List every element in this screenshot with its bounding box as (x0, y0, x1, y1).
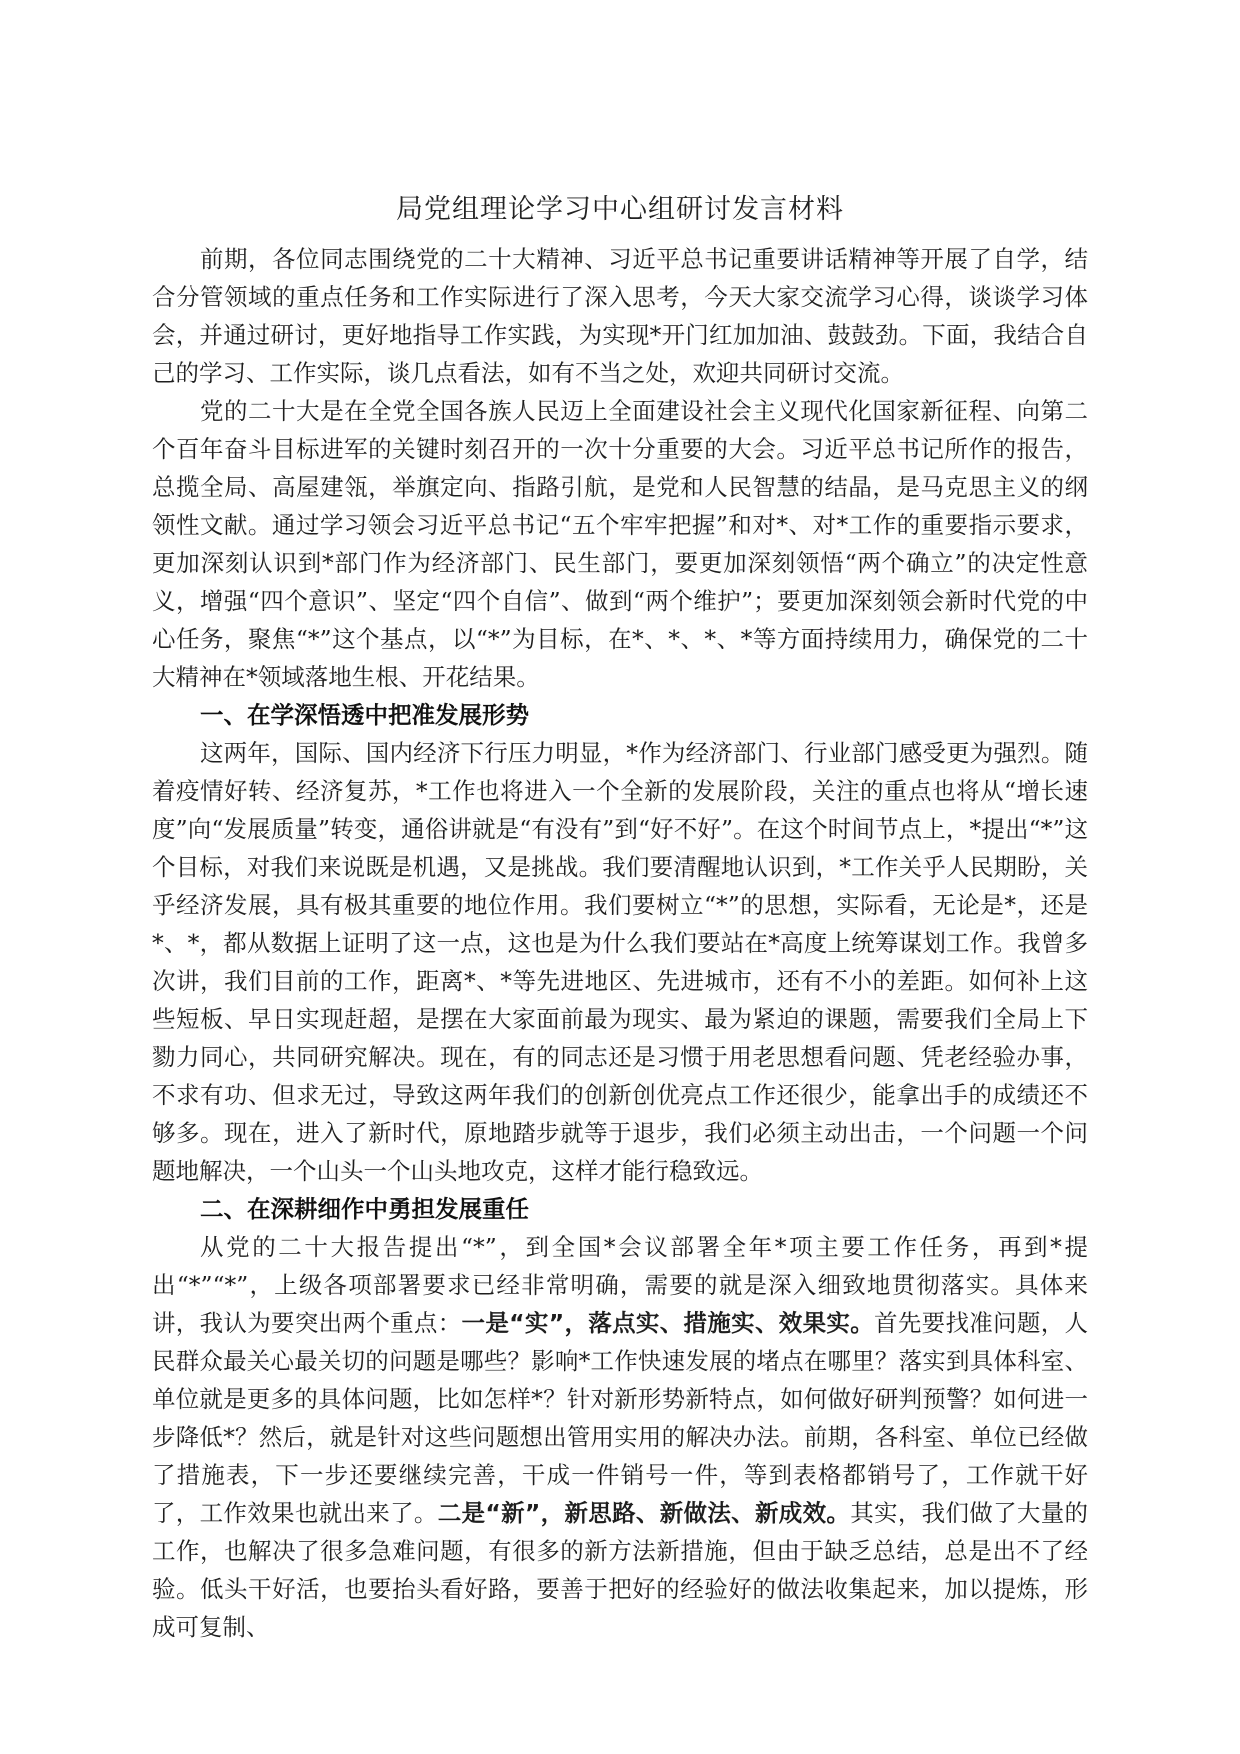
paragraph-section-2 (152, 1228, 1088, 1646)
paragraph-intro: 前期，各位同志围绕党的二十大精神、习近平总书记重要讲话精神等开展了自学，结合分管领域的重点任务和工作实际进行了深入思考，今天大家交流学习心得，谈谈学习体会，并通过研讨，更好地指导工作实践，为实现*开门红加加油、鼓鼓劲。下面，我结合自己的学习、工作实际，谈几点看法，如有不当之处，欢迎共同研讨交流。 (152, 245, 1088, 387)
section-heading-2: 二、在深耕细作中勇担发展重任 (200, 1195, 529, 1223)
document-title: 局党组理论学习中心组研讨发言材料 (396, 194, 844, 225)
section-heading-1: 一、在学深悟透中把准发展形势 (200, 701, 529, 729)
paragraph-section-2-body: 首先要找准问题，人民群众最关心最关切的问题是哪些？影响*工作快速发展的堵点在哪里？落实到具体科室、单位就是更多的具体问题，比如怎样*？针对新形势新特点，如何做好研判预警？如何进一步降低*？然后，就是针对这些问题想出管用实用的解决办法。前期，各科室、单位已经做了措施表，下一步还要继续完善，干成一件销号一件，等到表格都销号了，工作就干好了，工作效果也就出来了。 (152, 1309, 1089, 1527)
paragraph-section-1: 这两年，国际、国内经济下行压力明显，*作为经济部门、行业部门感受更为强烈。随着疫情好转、经济复苏，*工作也将进入一个全新的发展阶段，关注的重点也将从“增长速度”向“发展质量”转变，通俗讲就是“有没有”到“好不好”。在这个时间节点上，*提出“*”这个目标，对我们来说既是机遇，又是挑战。我们要清醒地认识到，*工作关乎人民期盼，关乎经济发展，具有极其重要的地位作用。我们要树立“*”的思想，实际看，无论是*，还是*、*，都从数据上证明了这一点，这也是为什么我们要站在*高度上统筹谋划工作。我曾多次讲，我们目前的工作，距离*、*等先进地区、先进城市，还有不小的差距。如何补上这些短板、早日实现赶超，是摆在大家面前最为现实、最为紧迫的课题，需要我们全局上下勠力同心，共同研究解决。现在，有的同志还是习惯于用老思想看问题、凭老经验办事，不求有功、但求无过，导致这两年我们的创新创优亮点工作还很少，能拿出手的成绩还不够多。现在，进入了新时代，原地踏步就等于退步，我们必须主动出击，一个问题一个问题地解决，一个山头一个山头地攻克，这样才能行稳致远。 (152, 739, 1088, 1185)
key-point-2: 二是“新”，新思路、新做法、新成效。 (437, 1499, 851, 1527)
document-body (152, 240, 1088, 1646)
key-point-1: 一是“实”，落点实、措施实、效果实。 (461, 1309, 875, 1337)
paragraph-section-2-intro: 从党的二十大报告提出“*”，到全国*会议部署全年*项主要工作任务，再到*提出“*”“*”，上级各项部署要求已经非常明确，需要的就是深入细致地贯彻落实。具体来讲，我认为要突出两个重点： (152, 1233, 1088, 1337)
paragraph-section-2-tail: 其实，我们做了大量的工作，也解决了很多急难问题，有很多的新方法新措施，但由于缺乏总结，总是出不了经验。低头干好活，也要抬头看好路，要善于把好的经验好的做法收集起来，加以提炼，形成可复制、 (152, 1499, 1089, 1641)
paragraph-congress: 党的二十大是在全党全国各族人民迈上全面建设社会主义现代化国家新征程、向第二个百年奋斗目标进军的关键时刻召开的一次十分重要的大会。习近平总书记所作的报告，总揽全局、高屋建瓴，举旗定向、指路引航，是党和人民智慧的结晶，是马克思主义的纲领性文献。通过学习领会习近平总书记“五个牢牢把握”和对*、对*工作的重要指示要求，更加深刻认识到*部门作为经济部门、民生部门，要更加深刻领悟“两个确立”的决定性意义，增强“四个意识”、坚定“四个自信”、做到“两个维护”；要更加深刻领会新时代党的中心任务，聚焦“*”这个基点，以“*”为目标，在*、*、*、*等方面持续用力，确保党的二十大精神在*领域落地生根、开花结果。 (152, 397, 1088, 691)
